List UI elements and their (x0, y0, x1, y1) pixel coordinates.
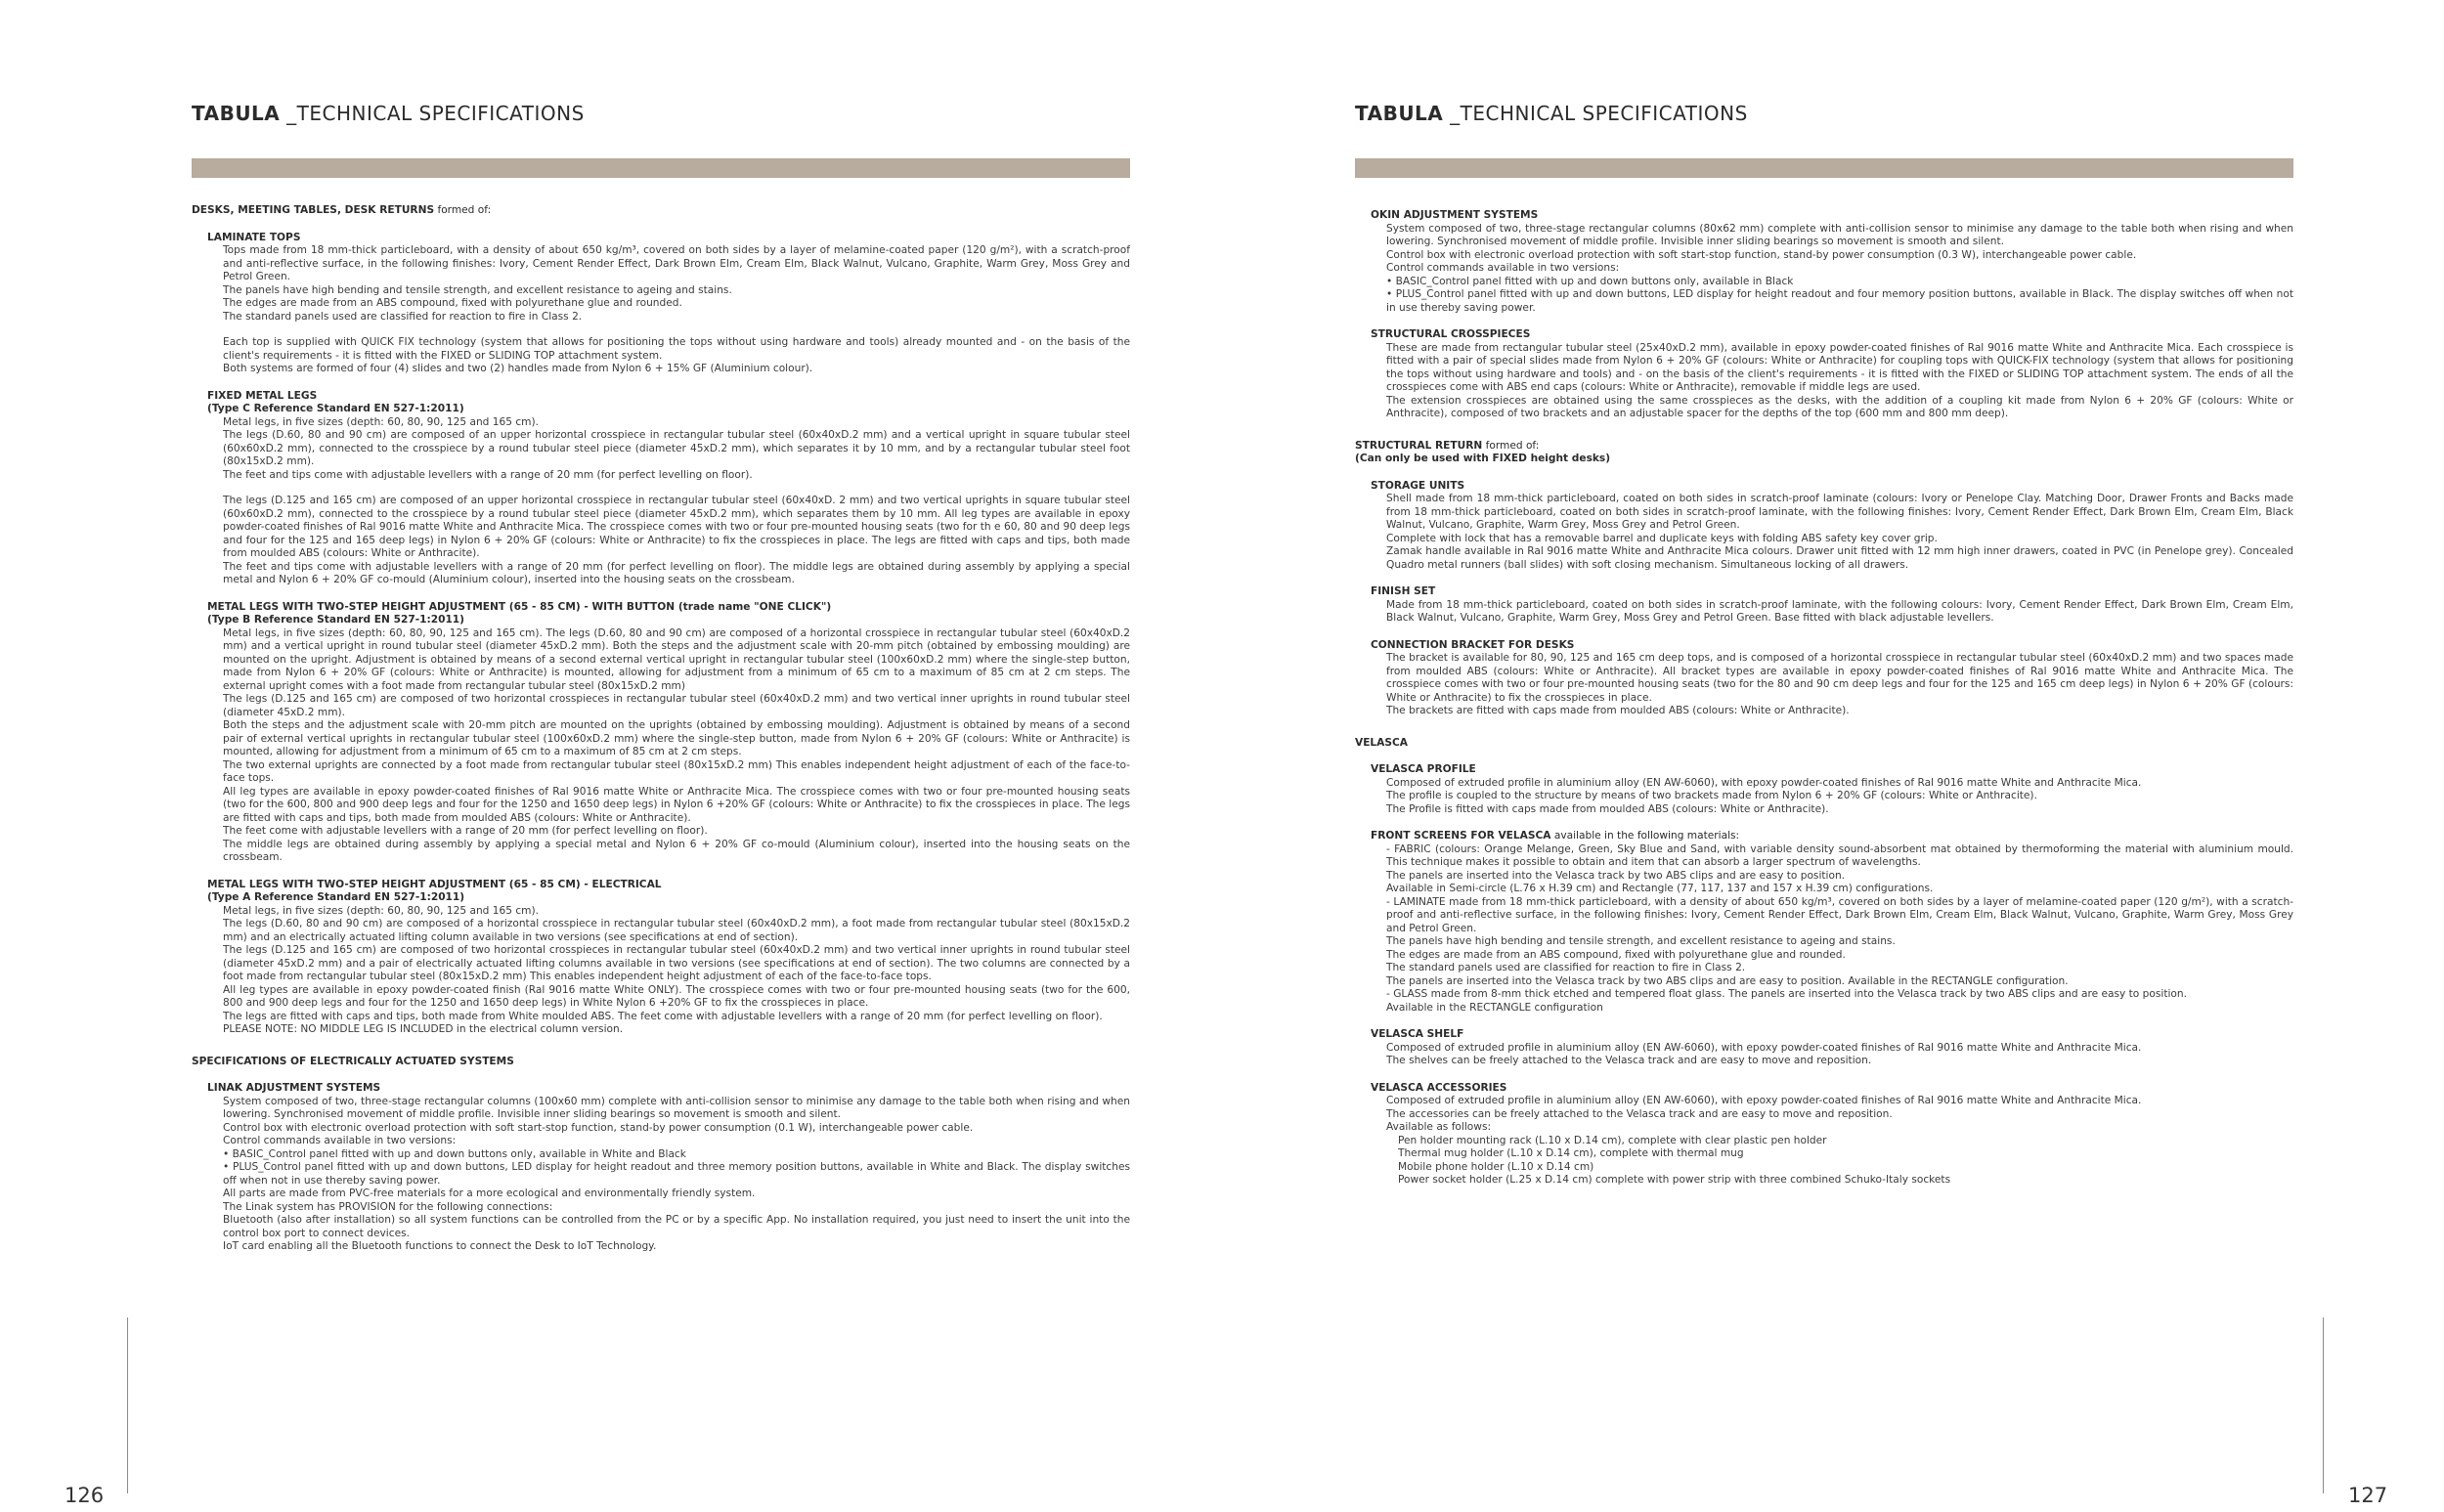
spec-line: Each top is supplied with QUICK FIX technology (system that allows for positioning the tops without using hardware and tools) already mounted and - on the basis of the client's requirements - it is fitted with the FIXED or SLIDING TOP attachment system. (223, 336, 1130, 362)
subsection-title (207, 601, 1130, 627)
subsection-body (1386, 342, 2293, 421)
spec-line: • BASIC_Control panel fitted with up and down buttons only, available in White and Black (223, 1147, 686, 1160)
subsection-title (1371, 763, 2293, 777)
subsection-body (223, 905, 1130, 1037)
spec-line: Composed of extruded profile in aluminium alloy (EN AW-6060), with epoxy powder-coated finishes of Ral 9016 matte White and Anthracite Mica. (1386, 1095, 2142, 1106)
spec-line: Metal legs, in five sizes (depth: 60, 80, 90, 125 and 165 cm). The legs (D.60, 80 and 90 cm) are composed of a horizontal crosspiece in rectangular tubular steel (60x40xD.2 mm) and a vertical upright in round tubular steel (diameter 45xD.2 mm). Both the steps and the adjustment scale with 20-mm pitch (obtained by embossing moulding) are mounted on the upright. Adjustment is obtained by means of a second external vertical upright in rectangular tubular steel (100x60xD.2 mm) where the single-step button, made from Nylon 6 + 20% GF (colours: White or Anthracite) is mounted, allowing for adjustment from a minimum of 65 cm to a maximum of 85 cm at 2 cm steps. The external upright comes with a foot made from rectangular tubular steel (80x15xD.2 mm) (223, 626, 1130, 692)
spec-line: Composed of extruded profile in aluminium alloy (EN AW-6060), with epoxy powder-coated finishes of Ral 9016 matte White and Anthracite Mica. (1386, 1041, 2142, 1054)
spec-line: The feet and tips come with adjustable levellers with a range of 20 mm (for perfect levelling on floor). The middle legs are obtained during assembly by applying a special metal and Nylon 6 + 20% GF co-mould (Aluminium colour), inserted into the housing seats on the crossbeam. (223, 560, 1130, 585)
page-number: 126 (65, 1484, 105, 1507)
section-spacer (1355, 1188, 2293, 1197)
spec-line: The feet come with adjustable levellers with a range of 20 mm (for perfect levelling on floor). (223, 825, 708, 837)
spec-content (1355, 195, 2293, 1197)
page-title: TABULA _TECHNICAL SPECIFICATIONS (192, 102, 585, 125)
spec-line: The two external uprights are connected by a foot made from rectangular tubular steel (80x15xD.2 mm) This enables independent height adjustment of each of the face-to-face tops. (223, 758, 1130, 784)
section-heading-text: SPECIFICATIONS OF ELECTRICALLY ACTUATED SYSTEMS (192, 1055, 514, 1067)
subsection-body (223, 416, 1130, 587)
spec-line: Thermal mug holder (L.10 x D.14 cm), complete with thermal mug (1398, 1147, 1744, 1159)
subsection-title (1371, 1082, 2293, 1096)
spec-line: The panels have high bending and tensile strength, and excellent resistance to ageing and stains. (1386, 935, 1896, 947)
spec-line: The bracket is available for 80, 90, 125 and 165 cm deep tops, and is composed of a horizontal crosspiece in rectangular tubular steel (60x40xD.2 mm) and two spaces made from moulded ABS (colours: White or Anthracite). All bracket types are available in epoxy powder-coated finishes of Ral 9016 matte White and Anthracite Mica. The crosspiece comes with two or four pre-mounted housing seats (two for the 80 and 90 cm deep legs and four for the 125 and 165 cm deep legs) in Nylon 6 + 20% GF (colours: White or Anthracite) to fix the crosspieces in place. (1386, 652, 2293, 704)
spec-line: Control box with electronic overload protection with soft start-stop function, stand-by power consumption (0.3 W), interchangeable power cable. (1386, 248, 2137, 261)
subsection-title-text: STORAGE UNITS (1371, 479, 1465, 492)
spec-line: The feet and tips come with adjustable levellers with a range of 20 mm (for perfect levelling on floor). (223, 468, 753, 481)
spec-content (192, 195, 1130, 1264)
section-heading-text: DESKS, MEETING TABLES, DESK RETURNS (192, 204, 435, 216)
spec-line: The legs (D.125 and 165 cm) are composed of two horizontal crosspieces in rectangular tubular steel (60x40xD.2 mm) and two vertical inner uprights in round tubular steel (diameter 45xD.2 mm) and a pair of electrically actuated lifting columns available in two versions (see specifications at end of section). The two columns are connected by a foot made from rectangular tubular steel (80x15xD.2 mm) This enables independent height adjustment of each of the face-to-face tops. (223, 944, 1130, 982)
subsection-title-text: FRONT SCREENS FOR VELASCA (1371, 830, 1551, 842)
spec-line: Power socket holder (L.25 x D.14 cm) complete with power strip with three combined Schuko-Italy sockets (1398, 1174, 1951, 1186)
subsection-title (1371, 585, 2293, 599)
spec-line: The panels are inserted into the Velasca track by two ABS clips and are easy to position. (1386, 869, 1846, 882)
subsection-title (1371, 328, 2293, 342)
subsection-title-text: LINAK ADJUSTMENT SYSTEMS (207, 1082, 381, 1094)
header-bar (1355, 158, 2293, 178)
spec-line: The extension crosspieces are obtained using the same crosspieces as the desks, with the addition of a coupling kit made from Nylon 6 + 20% GF (colours: White or Anthracite), composed of two brackets and an adjustable spacer for the depths of the top (600 mm and 800 mm deep). (1386, 394, 2293, 419)
page-number: 127 (2348, 1484, 2388, 1507)
spec-line: The legs (D.60, 80 and 90 cm) are composed of an upper horizontal crosspiece in rectangular tubular steel (60x40xD.2 mm) and a vertical upright in square tubular steel (60x60xD.2 mm), connected to the crosspiece by a round tubular steel piece (diameter 45xD.2 mm), which separates it by 10 mm, and by a rectangular tubular steel foot (80x15xD.2 mm). (223, 429, 1130, 467)
spec-line: Control commands available in two versions: (223, 1135, 457, 1146)
paragraph-gap (223, 324, 1130, 336)
section-heading (192, 1056, 1130, 1069)
spec-line: • PLUS_Control panel fitted with up and down buttons, LED display for height readout and four memory position buttons, available in Black. The display switches off when not in use thereby saving power. (1386, 288, 2293, 314)
spec-line: Pen holder mounting rack (L.10 x D.14 cm), complete with clear plastic pen holder (1398, 1134, 1827, 1146)
spec-line: The panels have high bending and tensile strength, and excellent resistance to ageing and stains. (223, 283, 732, 296)
spec-line: All leg types are available in epoxy powder-coated finishes of Ral 9016 matte White or Anthracite Mica. The crosspiece comes with two or four pre-mounted housing seats (two for the 600, 800 and 900 deep legs and four for the 1250 and 1650 deep legs) in Nylon 6 +20% GF (colours: White or Anthracite) to fix the crosspieces in place. The legs are fitted with caps and tips, both made from moulded ABS (colours: White or Anthracite). (223, 785, 1130, 824)
subsection-body (223, 627, 1130, 865)
spec-line: - LAMINATE made from 18 mm-thick particleboard, with a density of about 650 kg/m³, covered on both sides by a layer of melamine-coated paper (120 g/m²), with a scratch-proof and anti-reflective surface, in the following finishes: Ivory, Cement Render Effect, Dark Brown Elm, Cream Elm, Black Walnut, Vulcano, Graphite, Warm Grey, Moss Grey and Petrol Green. (1386, 895, 2293, 934)
subsection-title-suffix: available in the following materials: (1550, 830, 1740, 842)
header-bar (192, 158, 1130, 178)
subsection-title-text: VELASCA PROFILE (1371, 763, 1476, 775)
spec-line: Control commands available in two versions: (1386, 262, 1620, 274)
spec-line: The Linak system has PROVISION for the following connections: (223, 1200, 553, 1213)
spec-line: Shell made from 18 mm-thick particleboard, coated on both sides in scratch-proof laminate (colours: Ivory or Penelope Clay. Matching Door, Drawer Fronts and Backs made from 18 mm-thick particleboard, coated on both sides in scratch-proof laminate, with the following finishes: Ivory, Cement Render Effect, Dark Brown Elm, Cream Elm, Black Walnut, Vulcano, Graphite, Warm Grey, Moss Grey and Petrol Green. (1386, 493, 2293, 531)
subsection-standard: (Type A Reference Standard EN 527-1:2011) (207, 891, 465, 903)
spec-line: The standard panels used are classified for reaction to fire in Class 2. (1386, 962, 1746, 973)
spec-line: Metal legs, in five sizes (depth: 60, 80, 90, 125 and 165 cm). (223, 415, 540, 428)
spec-line: - GLASS made from 8-mm thick etched and tempered float glass. The panels are inserted into the Velasca track by two ABS clips and are easy to position. (1386, 988, 2187, 1000)
page-margin-line (127, 1318, 128, 1493)
spec-line: All parts are made from PVC-free materials for a more ecological and environmentally friendly system. (223, 1188, 756, 1199)
subsection-title-text: METAL LEGS WITH TWO-STEP HEIGHT ADJUSTMENT (65 - 85 CM) - WITH BUTTON (trade name "ONE CLICK") (207, 600, 832, 613)
section-heading-text: VELASCA (1355, 736, 1408, 749)
subsection-body (1386, 599, 2293, 626)
spec-line: • BASIC_Control panel fitted with up and down buttons only, available in Black (1386, 275, 1794, 287)
spec-line: Both the steps and the adjustment scale with 20-mm pitch are mounted on the uprights (obtained by embossing moulding). Adjustment is obtained by means of a second pair of external vertical uprights in rectangular tubular steel (100x60xD.2 mm) where the single-step button, made from Nylon 6 + 20% GF (colours: White or Anthracite) is mounted, allowing for adjustment from a minimum of 65 cm to a maximum of 85 cm at 2 cm steps. (223, 719, 1130, 757)
section-spacer (192, 1254, 1130, 1264)
subsection-title (1371, 830, 2293, 843)
spec-line: IoT card enabling all the Bluetooth functions to connect the Desk to IoT Technology. (223, 1240, 657, 1252)
section-heading-note: (Can only be used with FIXED height desks) (1355, 453, 1611, 464)
spec-line: Available as follows: (1386, 1121, 1492, 1133)
spec-line: Composed of extruded profile in aluminium alloy (EN AW-6060), with epoxy powder-coated finishes of Ral 9016 matte White and Anthracite Mica. (1386, 776, 2142, 789)
spec-line: The edges are made from an ABS compound, fixed with polyurethane glue and rounded. (1386, 948, 1846, 961)
spec-line: The legs (D.125 and 165 cm) are composed of two horizontal crosspieces in rectangular tubular steel (60x40xD.2 mm) and two vertical inner uprights in round tubular steel (diameter 45xD.2 mm). (223, 693, 1130, 718)
section-spacer (1355, 421, 2293, 431)
subsection-body (1386, 1042, 2293, 1068)
subsection-title (207, 232, 1130, 245)
subsection-title-text: METAL LEGS WITH TWO-STEP HEIGHT ADJUSTMENT (65 - 85 CM) - ELECTRICAL (207, 878, 662, 890)
subsection-body (1386, 843, 2293, 1015)
spec-line: Bluetooth (also after installation) so all system functions can be controlled from the PC or by a specific App. No installation required, you just need to insert the unit into the control box port to connect devices. (223, 1214, 1130, 1239)
spec-line: The legs are fitted with caps and tips, both made from White moulded ABS. The feet come with adjustable levellers with a range of 20 mm (for perfect levelling on floor). (223, 1010, 1103, 1022)
section-heading-suffix: formed of: (1482, 439, 1540, 452)
spec-line: These are made from rectangular tubular steel (25x40xD.2 mm), available in epoxy powder-coated finishes of Ral 9016 matte White and Anthracite Mica. Each crosspiece is fitted with a pair of special slides made from Nylon 6 + 20% GF (colours: White or Anthracite) for coupling tops with QUICK-FIX technology (system that allows for positioning the tops without using hardware and tools) and - on the basis of the client's requirements - it is fitted with the FIXED or SLIDING TOP attachment system. The ends of all the crosspieces come with ABS end caps (colours: White or Anthracite), removable if middle legs are used. (1386, 341, 2293, 393)
subsection-title-text: VELASCA SHELF (1371, 1028, 1464, 1040)
spec-line: • PLUS_Control panel fitted with up and down buttons, LED display for height readout and three memory position buttons, available in White and Black. The display switches off when not in use thereby saving power. (223, 1161, 1130, 1187)
subsection-title (207, 1082, 1130, 1096)
spec-line: The profile is coupled to the structure by means of two brackets made from Nylon 6 + 20% GF (colours: White or Anthracite). (1386, 790, 2037, 801)
subsection-body (1386, 493, 2293, 572)
subsection-title-text: STRUCTURAL CROSSPIECES (1371, 328, 1531, 340)
subsection-title (1371, 480, 2293, 494)
section-heading (192, 204, 1130, 218)
subsection-title (207, 879, 1130, 905)
subsection-title (1371, 1028, 2293, 1042)
subsection-title-text: OKIN ADJUSTMENT SYSTEMS (1371, 209, 1539, 221)
paragraph-gap (223, 482, 1130, 495)
subsection-title-text: VELASCA ACCESSORIES (1371, 1081, 1507, 1094)
spec-line: The accessories can be freely attached to the Velasca track and are easy to move and reposition. (1386, 1107, 1893, 1120)
subsection-body (1386, 1095, 2293, 1188)
section-heading-suffix: formed of: (434, 204, 492, 216)
subsection-body (223, 244, 1130, 376)
spec-line: Made from 18 mm-thick particleboard, coated on both sides in scratch-proof laminate, with the following colours: Ivory, Cement Render Effect, Dark Brown Elm, Cream Elm, Black Walnut, Vulcano, Graphite, Warm Grey, Moss Grey and Petrol Green. Base fitted with black adjustable levellers. (1386, 598, 2293, 624)
spec-line: The edges are made from an ABS compound, fixed with polyurethane glue and rounded. (223, 297, 682, 309)
subsection-title-text: LAMINATE TOPS (207, 231, 301, 243)
spec-line: Mobile phone holder (L.10 x D.14 cm) (1398, 1160, 1594, 1173)
spec-line: The legs (D.60, 80 and 90 cm) are composed of a horizontal crosspiece in rectangular tubular steel (60x40xD.2 mm), a foot made from rectangular tubular steel (80x15xD.2 mm) and an electrically actuated lifting column available in two versions (see specifications at end of section). (223, 918, 1130, 943)
spec-line: PLEASE NOTE: NO MIDDLE LEG IS INCLUDED in the electrical column version. (223, 1023, 624, 1035)
spec-line: The middle legs are obtained during assembly by applying a special metal and Nylon 6 + 20% GF co-mould (Aluminium colour), inserted into the housing seats on the crossbeam. (223, 838, 1130, 863)
page-margin-line (2323, 1318, 2324, 1493)
spec-line: - FABRIC (colours: Orange Melange, Green, Sky Blue and Sand, with variable density sound-absorbent mat obtained by thermoforming the material with aluminium mould. This technique makes it possible to obtain and item that can absorb a larger spectrum of wavelengths. (1386, 842, 2293, 868)
subsection-title-text: FINISH SET (1371, 585, 1436, 597)
spec-line: The legs (D.125 and 165 cm) are composed of an upper horizontal crosspiece in rectangular tubular steel (60x40xD. 2 mm) and two vertical uprights in square tubular steel (60x60xD.2 mm), connected to the crosspiece by a round tubular steel piece (diameter 45xD.2 mm), which separates them by 10 mm. All leg types are available in epoxy powder-coated finishes of Ral 9016 matte White and Anthracite Mica. The crosspiece comes with two or four pre-mounted housing seats (two for th e 60, 80 and 90 deep legs and four for the 125 and 165 deep legs) in Nylon 6 + 20% GF (colours: White or Anthracite) to fix the crosspieces in place. The legs are fitted with caps and tips, both made from moulded ABS (colours: White or Anthracite). (223, 495, 1130, 559)
section-heading (1355, 440, 2293, 466)
spec-line: System composed of two, three-stage rectangular columns (100x60 mm) complete with anti-collision sensor to minimise any damage to the table both when rising and when lowering. Synchronised movement of middle profile. Invisible inner sliding bearings so movement is smooth and silent. (223, 1095, 1130, 1120)
section-spacer (192, 1037, 1130, 1047)
subsection-body (223, 1096, 1130, 1254)
section-heading (1355, 737, 2293, 751)
spec-line: Control box with electronic overload protection with soft start-stop function, stand-by power consumption (0.1 W), interchangeable power cable. (223, 1121, 974, 1134)
spec-line: Complete with lock that has a removable barrel and duplicate keys with folding ABS safety key cover grip. (1386, 532, 1938, 544)
subsection-title (1371, 209, 2293, 223)
spec-line: Both systems are formed of four (4) slides and two (2) handles made from Nylon 6 + 15% GF (Aluminium colour). (223, 363, 813, 374)
subsection-body (1386, 652, 2293, 718)
subsection-body (1386, 223, 2293, 316)
subsection-standard: (Type B Reference Standard EN 527-1:2011) (207, 614, 465, 626)
section-heading-text: STRUCTURAL RETURN (1355, 439, 1483, 452)
spec-line: The panels are inserted into the Velasca track by two ABS clips and are easy to position. Available in the RECTANGLE configuration. (1386, 974, 2069, 987)
subsection-title (207, 390, 1130, 416)
spec-line: Zamak handle available in Ral 9016 matte White and Anthracite Mica colours. Drawer unit fitted with 12 mm high inner drawers, coated in PVC (in Penelope grey). Concealed Quadro metal runners (ball slides) with soft closing mechanism. Simultaneous locking of all drawers. (1386, 545, 2293, 571)
subsection-title-text: CONNECTION BRACKET FOR DESKS (1371, 638, 1575, 651)
spec-line: The standard panels used are classified for reaction to fire in Class 2. (223, 310, 583, 323)
spec-line: System composed of two, three-stage rectangular columns (80x62 mm) complete with anti-collision sensor to minimise any damage to the table both when rising and when lowering. Synchronised movement of middle profile. Invisible inner sliding bearings so movement is smooth and silent. (1386, 222, 2293, 247)
section-spacer (1355, 718, 2293, 728)
spec-line: The brackets are fitted with caps made from moulded ABS (colours: White or Anthracite). (1386, 705, 1850, 716)
page-title: TABULA _TECHNICAL SPECIFICATIONS (1355, 102, 1748, 125)
subsection-standard: (Type C Reference Standard EN 527-1:2011) (207, 403, 464, 414)
spec-line: Available in the RECTANGLE configuration (1386, 1001, 1603, 1014)
subsection-body (1386, 777, 2293, 817)
subsection-title-text: FIXED METAL LEGS (207, 389, 318, 402)
spec-line: The shelves can be freely attached to the Velasca track and are easy to move and reposition. (1386, 1055, 1872, 1066)
spec-line: Tops made from 18 mm-thick particleboard, with a density of about 650 kg/m³, covered on both sides by a layer of melamine-coated paper (120 g/m²), with a scratch-proof and anti-reflective surface, in the following finishes: Ivory, Cement Render Effect, Dark Brown Elm, Cream Elm, Black Walnut, Vulcano, Graphite, Warm Grey, Moss Grey and Petrol Green. (223, 244, 1130, 282)
spec-line: Metal legs, in five sizes (depth: 60, 80, 90, 125 and 165 cm). (223, 904, 540, 917)
spec-line: All leg types are available in epoxy powder-coated finish (Ral 9016 matte White ONLY). The crosspiece comes with two or four pre-mounted housing seats (two for the 600, 800 and 900 deep legs and four for the 1250 and 1650 deep legs) in White Nylon 6 +20% GF to fix the crosspieces in place. (223, 983, 1130, 1009)
spec-line: Available in Semi-circle (L.76 x H.39 cm) and Rectangle (77, 117, 137 and 157 x H.39 cm) configurations. (1386, 883, 1934, 894)
subsection-title (1371, 639, 2293, 653)
spec-line: The Profile is fitted with caps made from moulded ABS (colours: White or Anthracite). (1386, 802, 1829, 815)
